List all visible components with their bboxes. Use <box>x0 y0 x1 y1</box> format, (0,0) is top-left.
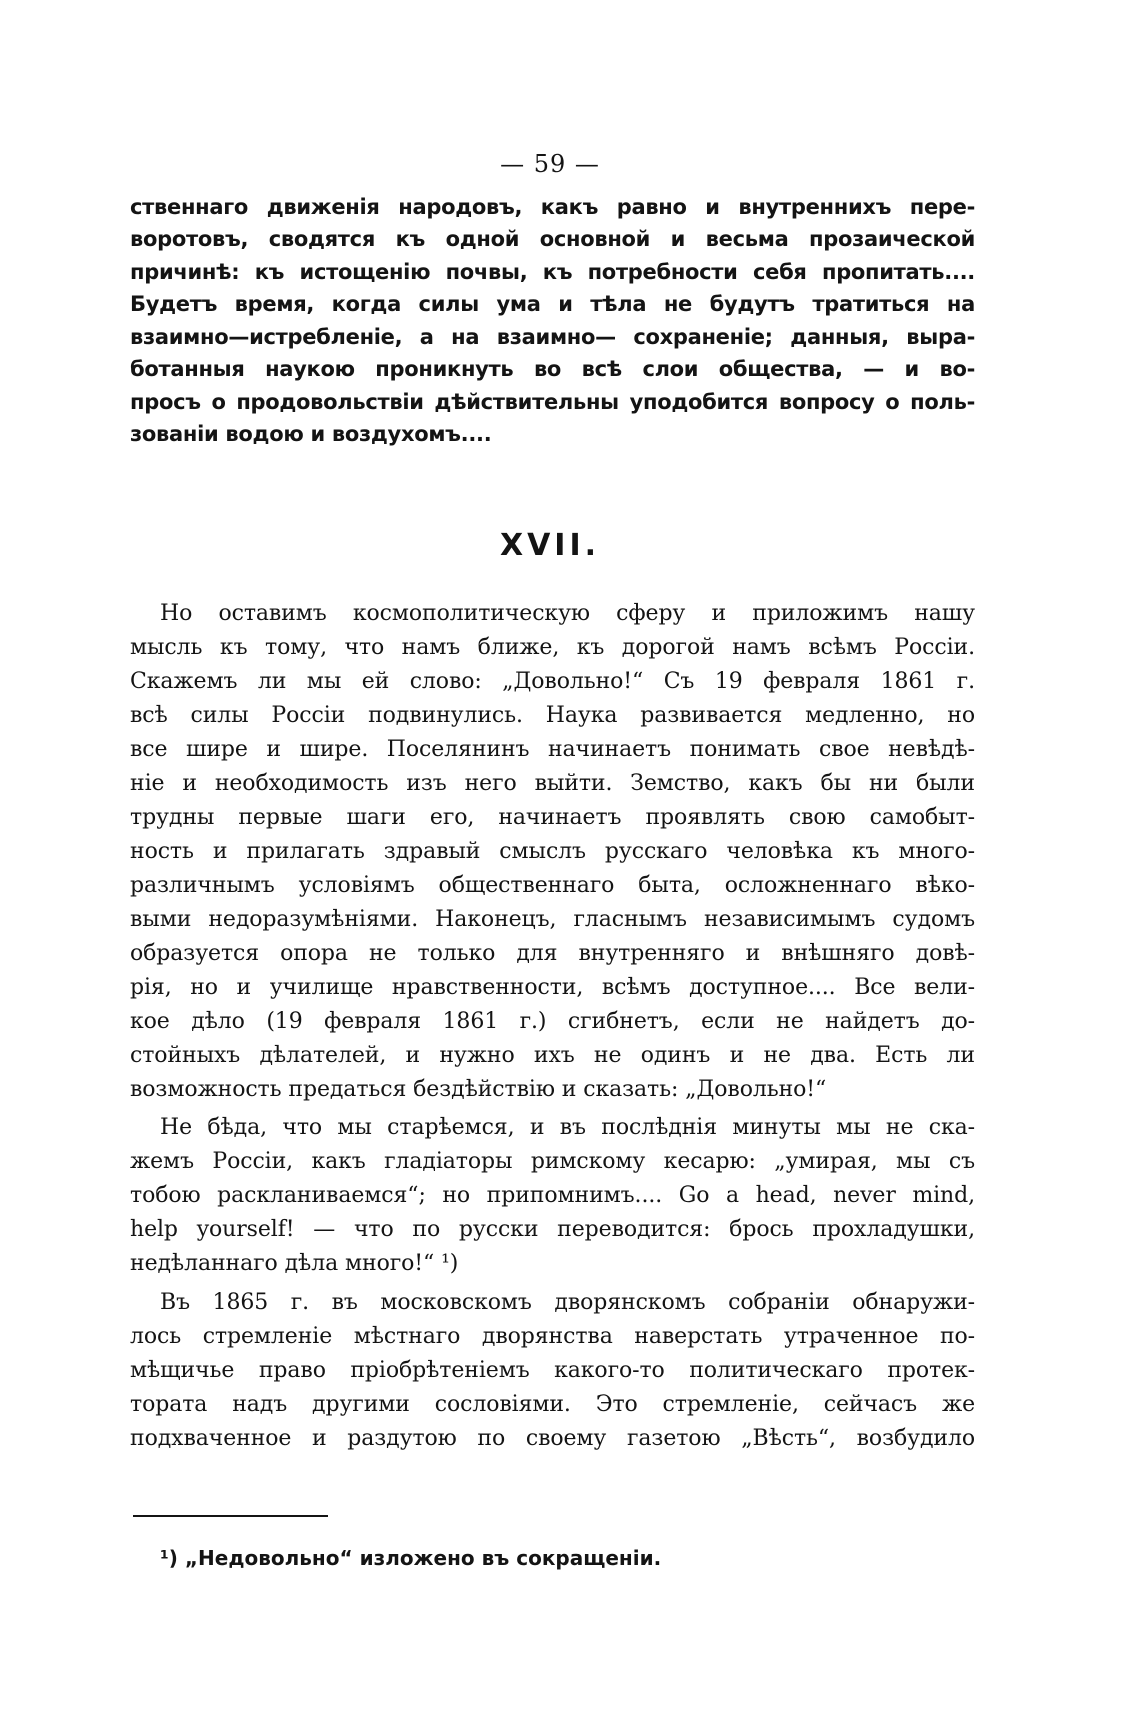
page-number: — 59 — <box>500 150 600 178</box>
text-line: лось стремленіе мѣстнаго дворянства наверстать утраченное по- <box>130 1324 975 1349</box>
text-line: образуется опора не только для внутренняго и внѣшняго довѣ- <box>130 941 975 966</box>
footnote-text: „Недовольно“ изложено въ сокращеніи. <box>184 1546 662 1570</box>
text-line: мысль къ тому, что намъ ближе, къ дорогой намъ всѣмъ Россіи. <box>130 635 975 660</box>
text-line: просъ о продовольствіи дѣйствительны уподобится вопросу о поль- <box>130 390 975 414</box>
text-line: взаимно—истребленіе, а на взаимно— сохраненіе; данныя, выра- <box>130 325 975 349</box>
text-line: кое дѣло (19 февраля 1861 г.) сгибнетъ, если не найдетъ до- <box>130 1009 975 1034</box>
footnote <box>160 1546 661 1570</box>
footnote-marker: ¹) <box>160 1546 178 1570</box>
text-line: мѣщичье право пріобрѣтеніемъ какого-то политическаго протек- <box>130 1358 975 1383</box>
text-line: тората надъ другими сословіями. Это стремленіе, сейчасъ же <box>130 1392 975 1417</box>
text-line: ботанныя наукою проникнуть во всѣ слои общества, — и во- <box>130 357 975 381</box>
text-line: Но оставимъ космополитическую сферу и приложимъ нашу <box>160 601 975 626</box>
text-line: Будетъ время, когда силы ума и тѣла не будутъ тратиться на <box>130 292 975 316</box>
text-line: трудны первые шаги его, начинаетъ проявлять свою самобыт- <box>130 805 975 830</box>
text-line: все шире и шире. Поселянинъ начинаетъ понимать свое невѣдѣ- <box>130 737 975 762</box>
text-line: причинѣ: къ истощенію почвы, къ потребности себя пропитать.... <box>130 260 975 284</box>
text-line: Не бѣда, что мы старѣемся, и въ послѣднія минуты мы не ска- <box>160 1115 975 1140</box>
text-line: ственнаго движенія народовъ, какъ равно и внутреннихъ пере- <box>130 195 975 219</box>
text-line: жемъ Россіи, какъ гладіаторы римскому кесарю: „умирая, мы съ <box>130 1149 975 1174</box>
text-line: ніе и необходимость изъ него выйти. Земство, какъ бы ни были <box>130 771 975 796</box>
text-line: всѣ силы Россіи подвинулись. Наука развивается медленно, но <box>130 703 975 728</box>
text-line: стойныхъ дѣлателей, и нужно ихъ не одинъ и не два. Есть ли <box>130 1043 975 1068</box>
text-line: рія, но и училище нравственности, всѣмъ доступное.... Все вели- <box>130 975 975 1000</box>
text-line: ность и прилагать здравый смыслъ русскаго человѣка къ много- <box>130 839 975 864</box>
text-line: зованіи водою и воздухомъ.... <box>130 422 492 446</box>
text-line: различнымъ условіямъ общественнаго быта, осложненнаго вѣко- <box>130 873 975 898</box>
text-line: недѣланнаго дѣла много!“ ¹) <box>130 1251 459 1276</box>
text-line: возможность предаться бездѣйствію и сказать: „Довольно!“ <box>130 1077 827 1102</box>
text-line: выми недоразумѣніями. Наконецъ, гласнымъ независимымъ судомъ <box>130 907 975 932</box>
text-line: Въ 1865 г. въ московскомъ дворянскомъ собраніи обнаружи- <box>160 1290 975 1315</box>
text-line: help yourself! — что по русски переводится: брось прохладушки, <box>130 1217 975 1242</box>
text-line: тобою раскланиваемся“; но припомнимъ.... Go a head, never mind, <box>130 1183 975 1208</box>
text-line: подхваченное и раздутою по своему газетою „Вѣсть“, возбудило <box>130 1426 975 1451</box>
section-heading: XVII. <box>499 528 601 563</box>
footnote-divider <box>133 1515 328 1517</box>
text-line: воротовъ, сводятся къ одной основной и весьма прозаической <box>130 227 975 251</box>
text-line: Скажемъ ли мы ей слово: „Довольно!“ Съ 19 февраля 1861 г. <box>130 669 975 694</box>
